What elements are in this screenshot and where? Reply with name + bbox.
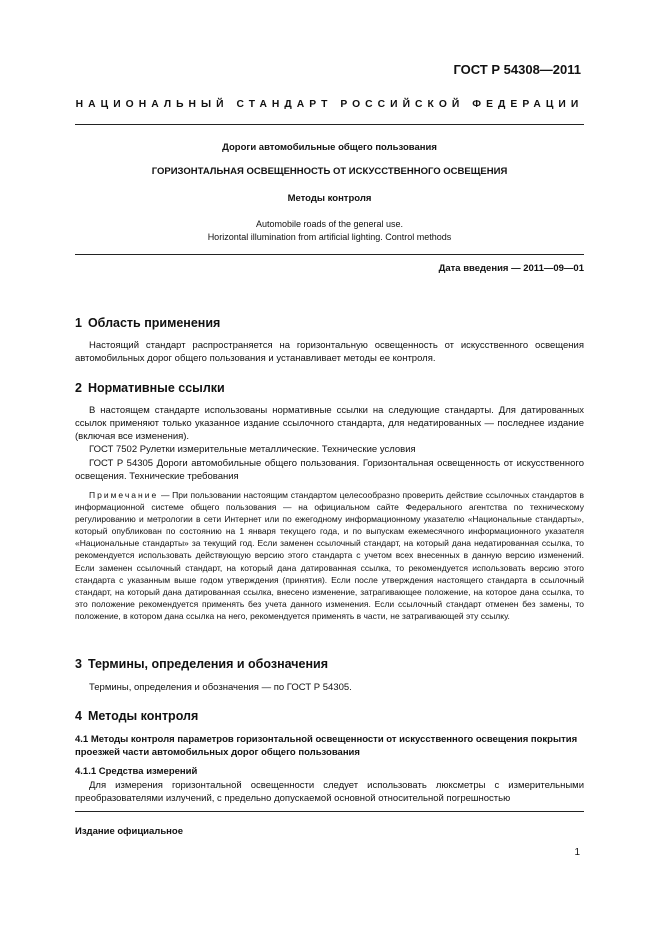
section-2-heading bbox=[75, 381, 225, 395]
divider-top bbox=[75, 124, 584, 125]
subsection-4-1-1-text: Для измерения горизонтальной освещенности следует использовать люксметры с измерительными преобразователями излучений, с предельно допускаемой основной относительной погрешностью bbox=[75, 780, 584, 804]
divider-middle bbox=[75, 254, 584, 255]
edition-label: Издание официальное bbox=[75, 826, 183, 837]
english-title-line-2: Horizontal illumination from artificial lighting. Control methods bbox=[207, 232, 452, 242]
section-1-title: Область применения bbox=[87, 316, 221, 330]
section-4-heading bbox=[75, 709, 198, 723]
section-3-number: 3 bbox=[75, 657, 82, 671]
note bbox=[75, 489, 584, 622]
page-number: 1 bbox=[574, 847, 580, 858]
national-standard-banner: НАЦИОНАЛЬНЫЙ СТАНДАРТ РОССИЙСКОЙ ФЕДЕРАЦИИ bbox=[75, 99, 584, 110]
introduction-date: Дата введения — 2011—09—01 bbox=[438, 263, 584, 274]
subsection-4-1-heading: 4.1 Методы контроля параметров горизонтальной освещенности от искусственного освещения покрытия проезжей части автомобильных дорог общего пользования bbox=[75, 734, 578, 758]
section-2-text: В настоящем стандарте использованы нормативные ссылки на следующие стандарты. Для датированных ссылок применяют только указанное издание ссылочного стандарта, для недатированных — последнее издание (включая все изменения). bbox=[75, 405, 584, 442]
section-4-title: Методы контроля bbox=[87, 709, 199, 723]
english-title-line-1: Automobile roads of the general use. bbox=[255, 219, 404, 229]
section-3-title: Термины, определения и обозначения bbox=[87, 657, 329, 671]
section-3-text: Термины, определения и обозначения — по ГОСТ Р 54305. bbox=[89, 682, 352, 693]
document-subject: Дороги автомобильные общего пользования bbox=[222, 142, 437, 153]
section-1-text: Настоящий стандарт распространяется на горизонтальную освещенность от искусственного освещения автомобильных дорог общего пользования и устанавливает методы ее контроля. bbox=[75, 340, 584, 364]
document-methods: Методы контроля bbox=[287, 193, 372, 204]
section-1-heading bbox=[75, 316, 220, 330]
section-4-number: 4 bbox=[75, 709, 82, 723]
document-code: ГОСТ Р 54308—2011 bbox=[453, 62, 581, 77]
document-title: ГОРИЗОНТАЛЬНАЯ ОСВЕЩЕННОСТЬ ОТ ИСКУССТВЕННОГО ОСВЕЩЕНИЯ bbox=[151, 166, 508, 177]
reference-gost-7502: ГОСТ 7502 Рулетки измерительные металлические. Технические условия bbox=[89, 444, 416, 455]
reference-gost-r-54305: ГОСТ Р 54305 Дороги автомобильные общего пользования. Горизонтальная освещенность от искусственного освещения. Технические требования bbox=[75, 458, 584, 482]
note-text: — При пользовании настоящим стандартом целесообразно проверить действие ссылочных стандартов в информационной системе общего пользования — на официальном сайте Федерального агентства по техническому регулированию и метрологии в сети Интернет или по ежегодному информационному указателю «Национальные стандарты», который опубликован по состоянию на 1 января текущего года, и по выпускам ежемесячного информационного указателя «Национальные стандарты» за текущий год. Если заменен ссылочный стандарт, на который дана недатированная ссылка, то рекомендуется использовать действующую версию этого стандарта с учетом всех внесенных в данную версию изменений. Если заменен ссылочный стандарт, на который дана датированная ссылка, то рекомендуется использовать версию этого стандарта с указанным выше годом утверждения (принятия). Если после утверждения настоящего стандарта в ссылочный стандарт, на который дана датированная ссылка, внесено изменение, затрагивающее положение, на которое дана ссылка, то это положение рекомендуется применять без учета данного изменения. Если ссылочный стандарт отменен без замены, то положение, в котором дана ссылка на него, рекомендуется применять в части, не затрагивающей эту ссылку. bbox=[75, 490, 584, 621]
subsection-4-1-1-heading: 4.1.1 Средства измерений bbox=[75, 766, 198, 777]
divider-bottom bbox=[75, 811, 584, 812]
section-1-number: 1 bbox=[75, 316, 82, 330]
section-2-title: Нормативные ссылки bbox=[87, 381, 225, 395]
note-label: Примечание bbox=[89, 490, 159, 500]
section-3-heading bbox=[75, 657, 328, 671]
section-2-number: 2 bbox=[75, 381, 82, 395]
english-title bbox=[75, 218, 584, 244]
